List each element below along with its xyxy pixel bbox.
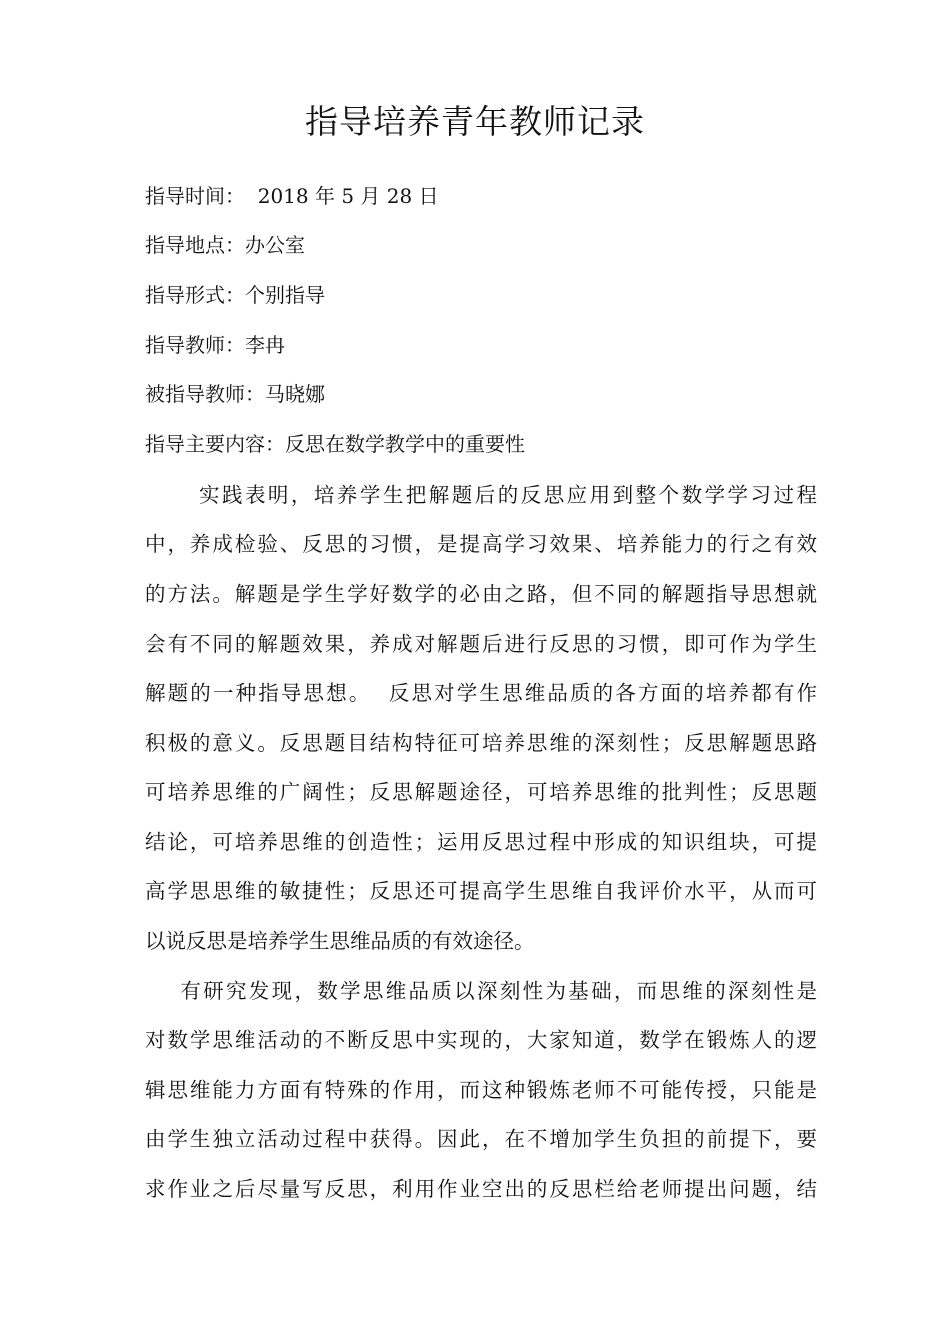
meta-label: 指导主要内容：	[145, 432, 285, 456]
paragraph-line: 辑思维能力方面有特殊的作用，而这种锻炼老师不可能传授，只能是	[145, 1078, 817, 1102]
meta-mentor	[145, 330, 825, 360]
meta-value: 李冉	[245, 333, 285, 357]
meta-mentee	[145, 379, 825, 409]
meta-value: 反思在数学教学中的重要性	[285, 432, 525, 456]
paragraph-line: 以说反思是培养学生思维品质的有效途径。	[145, 929, 535, 953]
meta-label: 指导形式：	[145, 283, 245, 307]
meta-main-content	[145, 429, 825, 459]
paragraph-line: 对数学思维活动的不断反思中实现的，大家知道，数学在锻炼人的逻	[145, 1028, 817, 1052]
paragraph-line: 积极的意义。反思题目结构特征可培养思维的深刻性；反思解题思路	[145, 731, 817, 755]
meta-label: 指导教师：	[145, 333, 245, 357]
paragraph-line: 的方法。解题是学生学好数学的必由之路，但不同的解题指导思想就	[145, 582, 817, 606]
meta-label: 指导地点：	[145, 233, 245, 257]
meta-value: 2018 年 5 月 28 日	[245, 184, 439, 208]
meta-guidance-form	[145, 280, 825, 310]
meta-guidance-location	[145, 230, 825, 260]
paragraph-line: 结论，可培养思维的创造性；运用反思过程中形成的知识组块，可提	[145, 830, 817, 854]
paragraph-line: 解题的一种指导思想。 反思对学生思维品质的各方面的培养都有作	[145, 681, 817, 705]
meta-value: 个别指导	[245, 283, 325, 307]
paragraph-line: 实践表明，培养学生把解题后的反思应用到整个数学学习过程	[145, 483, 817, 507]
meta-value: 办公室	[245, 233, 305, 257]
paragraph-line: 求作业之后尽量写反思，利用作业空出的反思栏给老师提出问题，结	[145, 1177, 817, 1201]
paragraph-line: 由学生独立活动过程中获得。因此，在不增加学生负担的前提下，要	[145, 1127, 817, 1151]
paragraph-line: 中，养成检验、反思的习惯，是提高学习效果、培养能力的行之有效	[145, 532, 817, 556]
paragraph-line: 会有不同的解题效果，养成对解题后进行反思的习惯，即可作为学生	[145, 632, 817, 656]
paragraph-line: 高学思思维的敏捷性；反思还可提高学生思维自我评价水平，从而可	[145, 879, 817, 903]
meta-label: 指导时间：	[145, 184, 245, 208]
meta-label: 被指导教师：	[145, 382, 265, 406]
paragraph-line: 可培养思维的广阔性；反思解题途径，可培养思维的批判性；反思题	[145, 780, 817, 804]
meta-guidance-time	[145, 181, 825, 211]
paragraph-line: 有研究发现，数学思维品质以深刻性为基础，而思维的深刻性是	[145, 979, 817, 1003]
meta-value: 马晓娜	[265, 382, 325, 406]
document-title: 指导培养青年教师记录	[305, 102, 645, 141]
